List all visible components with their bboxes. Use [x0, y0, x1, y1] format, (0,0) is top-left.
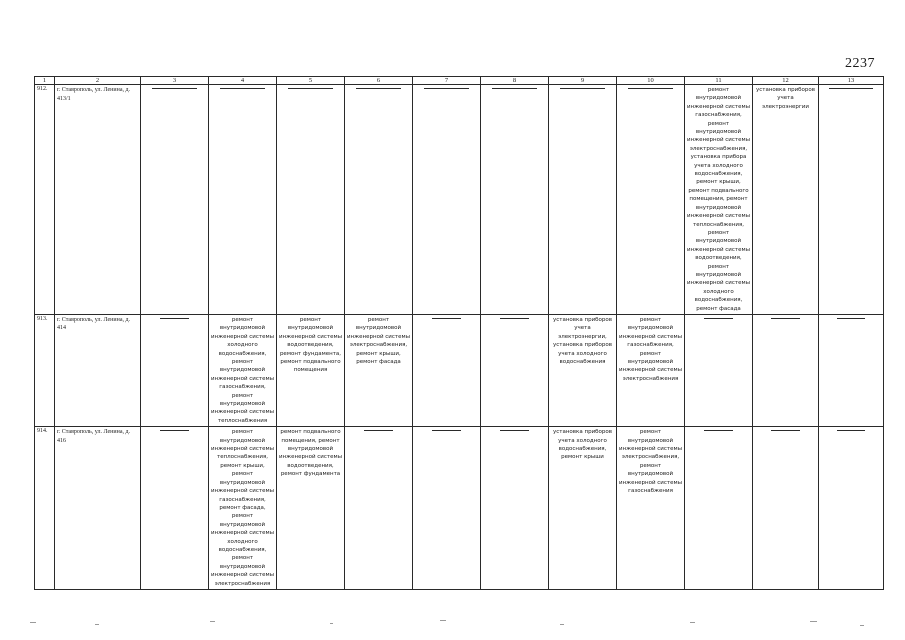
scan-speck [690, 622, 695, 623]
dash-mark [771, 318, 799, 319]
address-cell: г. Ставрополь, ул. Ленина, д. 413/1 [55, 85, 141, 315]
dash-mark [829, 88, 872, 89]
empty-cell [277, 85, 345, 315]
empty-cell [753, 314, 819, 426]
column-header: 3 [141, 77, 209, 85]
dash-mark [560, 88, 606, 89]
empty-cell [685, 314, 753, 426]
column-header: 7 [413, 77, 481, 85]
work-description-cell: ремонт внутридомовой инженерной системы теплоснабжения, ремонт крыши, ремонт внутридомовой инженерной системы газоснабжения, ремонт фасада, ремонт внутридомовой инженерной системы холодного водоснабжения, ремонт внутридомовой инженерной системы электроснабжения [209, 427, 277, 590]
column-header: 5 [277, 77, 345, 85]
column-header: 2 [55, 77, 141, 85]
dash-mark [160, 430, 189, 431]
column-header: 9 [549, 77, 617, 85]
table-row [35, 427, 884, 590]
dash-mark [364, 430, 393, 431]
empty-cell [413, 314, 481, 426]
empty-cell [819, 427, 884, 590]
dash-mark [704, 318, 733, 319]
empty-cell [819, 85, 884, 315]
work-description-cell: ремонт внутридомовой инженерной системы электроснабжения, ремонт внутридомовой инженерной системы газоснабжения [617, 427, 685, 590]
table-row [35, 314, 884, 426]
work-description-cell: ремонт внутридомовой инженерной системы водоотведения, ремонт фундамента, ремонт подвального помещения [277, 314, 345, 426]
scan-speck [560, 624, 564, 625]
work-description-cell: ремонт внутридомовой инженерной системы холодного водоснабжения, ремонт внутридомовой инженерной системы газоснабжения, ремонт внутридомовой инженерной системы теплоснабжения [209, 314, 277, 426]
empty-cell [141, 85, 209, 315]
empty-cell [819, 314, 884, 426]
column-header: 8 [481, 77, 549, 85]
work-description-cell: ремонт внутридомовой инженерной системы газоснабжения, ремонт внутридомовой инженерной системы электроснабжения [617, 314, 685, 426]
empty-cell [345, 427, 413, 590]
dash-mark [492, 88, 538, 89]
scan-speck [95, 624, 99, 625]
dash-mark [771, 430, 799, 431]
dash-mark [704, 430, 733, 431]
empty-cell [481, 85, 549, 315]
empty-cell [141, 427, 209, 590]
empty-cell [141, 314, 209, 426]
dash-mark [160, 318, 189, 319]
empty-cell [753, 427, 819, 590]
row-number: 914. [35, 427, 55, 590]
scan-speck [30, 622, 36, 623]
scan-noise [0, 618, 905, 632]
column-header: 12 [753, 77, 819, 85]
column-number-header [35, 77, 884, 85]
work-description-cell: ремонт подвального помещения, ремонт внутридомовой инженерной системы водоотведения, ремонт фундамента [277, 427, 345, 590]
dash-mark [500, 430, 529, 431]
column-header: 4 [209, 77, 277, 85]
column-header: 1 [35, 77, 55, 85]
empty-cell [549, 85, 617, 315]
dash-mark [288, 88, 334, 89]
address-cell: г. Ставрополь, ул. Ленина, д. 416 [55, 427, 141, 590]
column-header: 10 [617, 77, 685, 85]
dash-mark [432, 430, 461, 431]
scan-speck [440, 620, 446, 621]
row-number: 912. [35, 85, 55, 315]
column-header: 13 [819, 77, 884, 85]
row-number: 913. [35, 314, 55, 426]
address-cell: г. Ставрополь, ул. Ленина, д. 414 [55, 314, 141, 426]
empty-cell [481, 314, 549, 426]
dash-mark [432, 318, 461, 319]
table-row [35, 85, 884, 315]
dash-mark [837, 318, 865, 319]
page-number: 2237 [845, 56, 875, 71]
work-description-cell: установка приборов учета электроэнергии [753, 85, 819, 315]
empty-cell [345, 85, 413, 315]
column-header: 6 [345, 77, 413, 85]
work-description-cell: ремонт внутридомовой инженерной системы электроснабжения, ремонт крыши, ремонт фасада [345, 314, 413, 426]
dash-mark [152, 88, 198, 89]
column-header: 11 [685, 77, 753, 85]
work-description-cell: установка приборов учета электроэнергии, установка приборов учета холодного водоснабжения [549, 314, 617, 426]
work-description-cell: ремонт внутридомовой инженерной системы газоснабжения, ремонт внутридомовой инженерной системы электроснабжения, установка прибора учета холодного водоснабжения, ремонт крыши, ремонт подвального помещения, ремонт внутридомовой инженерной системы теплоснабжения, ремонт внутридомовой инженерной системы водоотведения, ремонт внутридомовой инженерной системы холодного водоснабжения, ремонт фасада [685, 85, 753, 315]
empty-cell [413, 427, 481, 590]
empty-cell [413, 85, 481, 315]
dash-mark [220, 88, 266, 89]
dash-mark [356, 88, 402, 89]
empty-cell [481, 427, 549, 590]
repair-schedule-table [34, 76, 884, 590]
dash-mark [424, 88, 470, 89]
dash-mark [500, 318, 529, 319]
work-description-cell: установка приборов учета холодного водоснабжения, ремонт крыши [549, 427, 617, 590]
scan-speck [330, 623, 333, 624]
dash-mark [628, 88, 674, 89]
dash-mark [837, 430, 865, 431]
scan-speck [210, 621, 215, 622]
scan-speck [860, 625, 864, 626]
scan-speck [810, 621, 817, 622]
empty-cell [617, 85, 685, 315]
empty-cell [685, 427, 753, 590]
empty-cell [209, 85, 277, 315]
